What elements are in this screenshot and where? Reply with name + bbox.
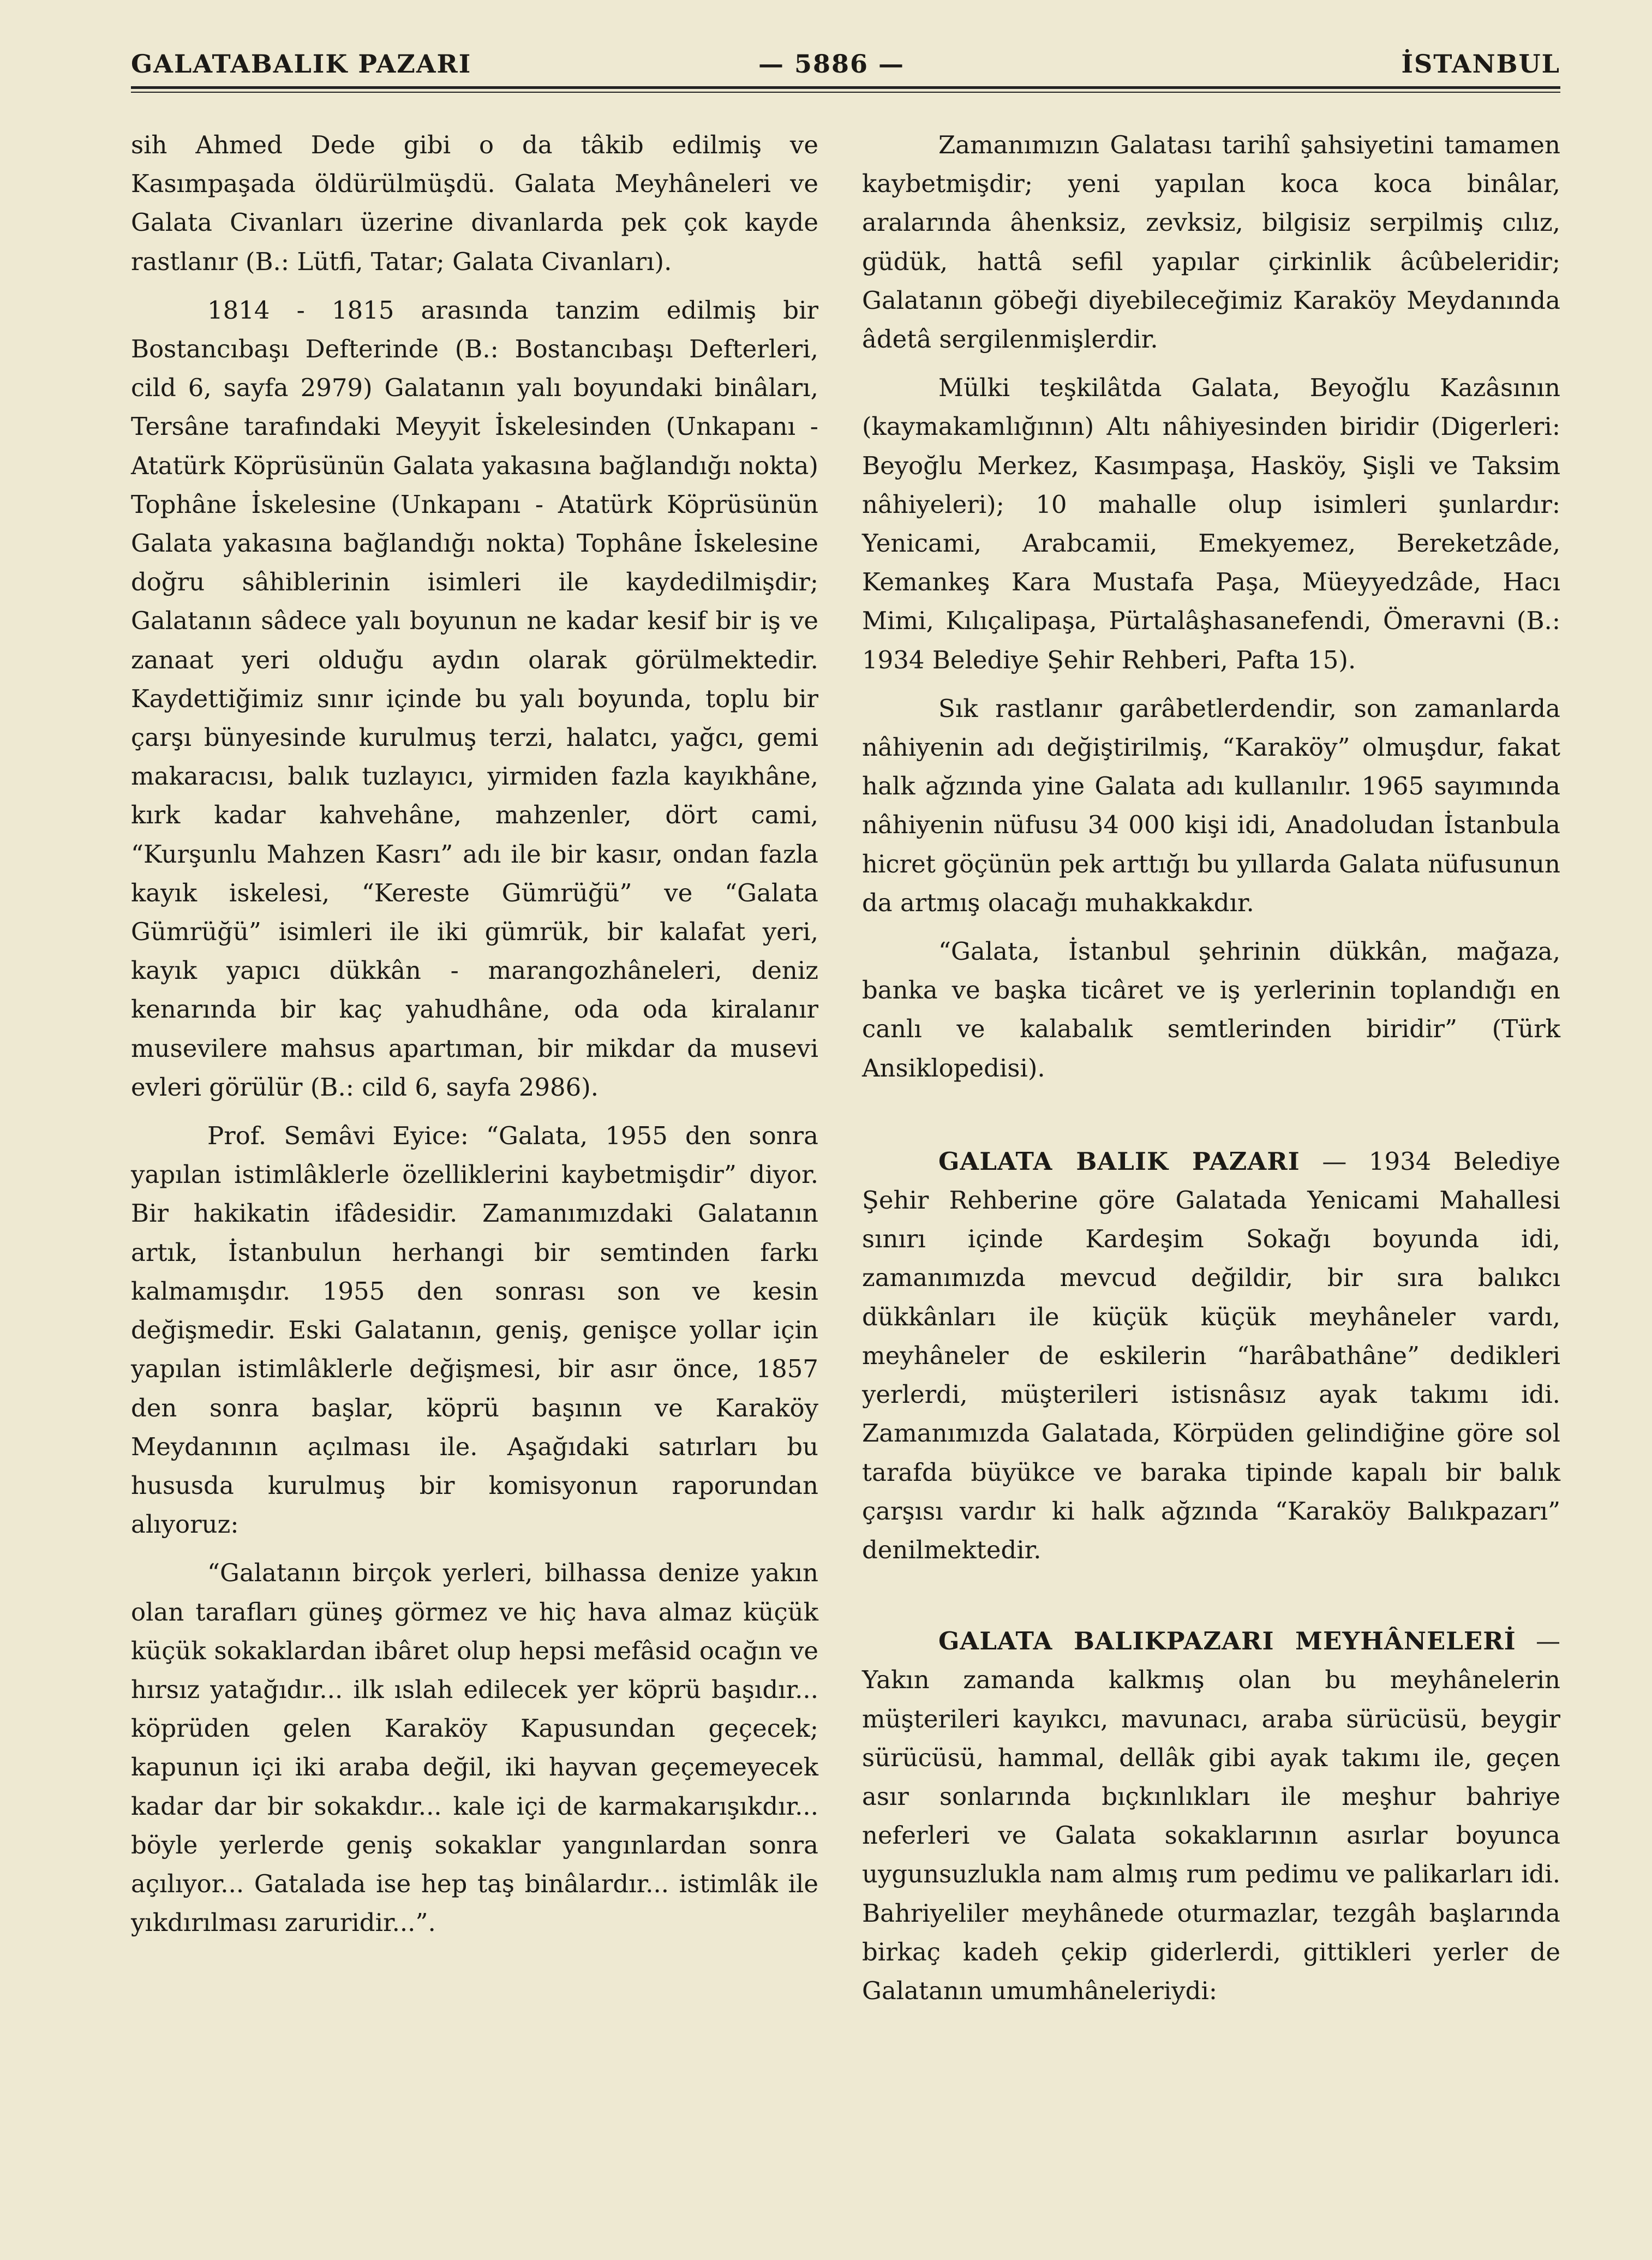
entry-title: GALATA BALIK PAZARI: [938, 1146, 1300, 1176]
entry-title: GALATA BALIKPAZARI MEYHÂNELERİ: [938, 1627, 1516, 1656]
quotation: “Galatanın birçok yerleri, bilhassa denize yakın olan tarafları güneş görmez ve hiç hava almaz küçük küçük sokaklardan ibâret olup hepsi mefâsid ocağın ve hırsız yatağıdır... ilk ıslah edilecek yer köprü başıdır... köprüden gelen Karaköy Kapusundan geçecek; kapunun içi iki araba değil, iki hayvan geçemeyecek kadar dar bir sokakdır... kale içi de karmakarışıkdır... böyle yerlerde geniş sokaklar yangınlardan sonra açılıyor... Gatalada ise hep taş binâlardır... istimlâk ile yıkdırılması zaruridir...”.: [131, 1558, 818, 1938]
page-number: — 5886 —: [758, 49, 905, 79]
paragraph: 1814 - 1815 arasında tanzim edilmiş bir Bostancıbaşı Defterinde (B.: Bostancıbaşı Defterleri, cild 6, sayfa 2979) Galatanın yalı boyundaki binâları, Tersâne tarafındaki Meyyit İskelesinden (Unkapanı - Atatürk Köprüsünün Galata yakasına bağlandığı nokta) Tophâne İskelesine (Unkapanı - Atatürk Köprüsünün Galata yakasına bağlandığı nokta) Tophâne İskelesine doğru sâhiblerinin isimleri ile kaydedilmişdir; Galatanın sâdece yalı boyunun ne kadar kesif bir iş ve zanaat yeri olduğu aydın olarak görülmektedir. Kaydettiğimiz sınır içinde bu yalı boyunda, toplu bir çarşı bünyesinde kurulmuş terzi, halatcı, yağcı, gemi makaracısı, balık tuzlayıcı, yirmiden fazla kayıkhâne, kırk kadar kahvehâne, mahzenler, dört cami, “Kurşunlu Mahzen Kasrı” adı ile bir kasır, ondan fazla kayık iskelesi, “Kereste Gümrüğü” ve “Galata Gümrüğü” isimleri ile iki gümrük, bir kalafat yeri, kayık yapıcı dükkân - marangozhâneleri, deniz kenarında bir kaç yahudhâne, oda oda kiralanır musevilere mahsus apartıman, bir mikdar da musevi evleri görülür (B.: cild 6, sayfa 2986).: [131, 295, 818, 1102]
header-rule: [131, 86, 1560, 89]
entry-text: — 1934 Belediye Şehir Rehberine göre Galatada Yenicami Mahallesi sınırı içinde Kardeşim Sokağı boyunda idi, zamanımızda mevcud değildir, bir sıra balıkcı dükkânları ile küçük küçük meyhâneler vardı, meyhâneler de eskilerin “harâbathâne” dedikleri yerlerdi, müşterileri istisnâsız ayak takımı idi. Zamanımızda Galatada, Körpüden gelindiğine göre sol tarafda büyükce ve baraka tipinde kapalı bir balık çarşısı vardır ki halk ağzında “Karaköy Balıkpazarı” denilmektedir.: [862, 1146, 1560, 1564]
entry-galata-balikpazari-meyhaneleri: [862, 1622, 1560, 2010]
running-header: [131, 45, 1560, 83]
entry-text: — Yakın zamanda kalkmış olan bu meyhânelerin müşterileri kayıkcı, mavunacı, araba sürücüsü, beygir sürücüsü, hammal, dellâk gibi ayak takımı ile, geçen asır sonlarında bıçkınlıkları ile meşhur bahriye neferleri ve Galata sokaklarının asırlar boyunca uygunsuzlukla nam almış rum pedimu ve palikarları idi. Bahriyeliler meyhânede oturmazlar, tezgâh başlarında birkaç kadeh çekip giderlerdi, gittikleri yerler de Galatanın umumhâneleriydi:: [862, 1627, 1560, 2005]
paragraph: Prof. Semâvi Eyice: “Galata, 1955 den sonra yapılan istimlâklerle özelliklerini kaybetmişdir” diyor. Bir hakikatin ifâdesidir. Zamanımızdaki Galatanın artık, İstanbulun herhangi bir semtinden farkı kalmamışdır. 1955 den sonrası son ve kesin değişmedir. Eski Galatanın, geniş, genişce yollar için yapılan istimlâklerle değişmesi, bir asır önce, 1857 den sonra başlar, köprü başının ve Karaköy Meydanının açılması ile. Aşağıdaki satırları bu hususda kurulmuş bir komisyonun raporundan alıyoruz:: [131, 1121, 818, 1539]
quotation: “Galata, İstanbul şehrinin dükkân, mağaza, banka ve başka ticâret ve iş yerlerinin toplandığı en canlı ve kalabalık semtlerinden biridir” (Türk Ansiklopedisi).: [862, 937, 1560, 1083]
header-title: GALATABALIK PAZARI: [131, 49, 472, 79]
paragraph: Sık rastlanır garâbetlerdendir, son zamanlarda nâhiyenin adı değiştirilmiş, “Karaköy” olmuşdur, fakat halk ağzında yine Galata adı kullanılır. 1965 sayımında nâhiyenin nüfusu 34 000 kişi idi, Anadoludan İstanbula hicret göçünün pek arttığı bu yıllarda Galata nüfusunun da artmış olacağı muhakkakdır.: [862, 693, 1560, 917]
paragraph: Mülki teşkilâtda Galata, Beyoğlu Kazâsının (kaymakamlığının) Altı nâhiyesinden biridir (Digerleri: Beyoğlu Merkez, Kasımpaşa, Hasköy, Şişli ve Taksim nâhiyeleri); 10 mahalle olup isimleri şunlardır: Yenicami, Arabcamii, Emekyemez, Bereketzâde, Kemankeş Kara Mustafa Paşa, Müeyyedzâde, Hacı Mimi, Kılıçalipaşa, Pürtalâşhasanefendi, Ömeravni (B.: 1934 Belediye Şehir Rehberi, Pafta 15).: [862, 373, 1560, 674]
paragraph: Zamanımızın Galatası tarihî şahsiyetini tamamen kaybetmişdir; yeni yapılan koca koca binâlar, aralarında âhenksiz, zevksiz, bilgisiz serpilmiş cılız, güdük, hattâ sefil yapılar çirkinlik âcûbeleridir; Galatanın göbeği diyebileceğimiz Karaköy Meydanında âdetâ sergilenmişlerdir.: [862, 130, 1560, 354]
entry-galata-balik-pazari: [862, 1142, 1560, 1569]
paragraph: sih Ahmed Dede gibi o da tâkib edilmiş ve Kasımpaşada öldürülmüşdü. Galata Meyhâneleri ve Galata Civanları üzerine divanlarda pek çok kayde rastlanır (B.: Lütfi, Tatar; Galata Civanları).: [131, 130, 818, 276]
header-book-title: İSTANBUL: [1401, 49, 1560, 79]
right-column: [862, 125, 1560, 2010]
left-column: [131, 125, 818, 1942]
header-rule-thin: [131, 92, 1560, 93]
